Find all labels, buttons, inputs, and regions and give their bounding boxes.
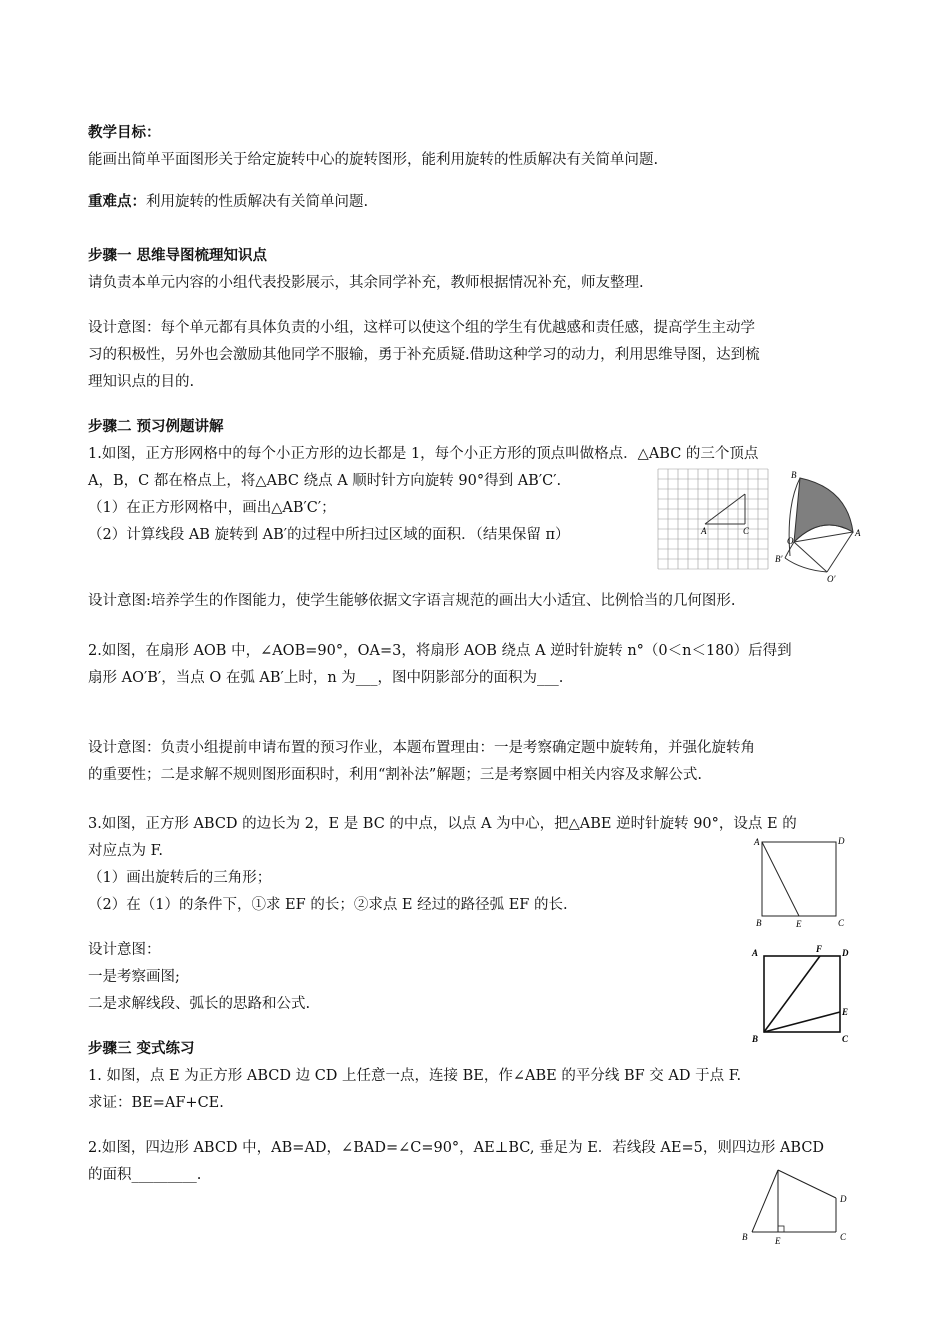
square-figure-1 [752, 834, 852, 930]
sq2-label-a: A [752, 948, 759, 958]
q1-line: 1.如图，正方形网格中的每个小正方形的边长都是 1，每个小正方形的顶点叫做格点．△ABC 的三个顶点 [88, 446, 759, 462]
step3-q2-line: 2.如图，四边形 ABCD 中，AB=AD，∠BAD=∠C=90°，AE⊥BC, 垂足为 E．若线段 AE=5，则四边形 ABCD [88, 1140, 825, 1156]
step1-text: 请负责本单元内容的小组代表投影展示，其余同学补充，教师根据情况补充，师友整理. [88, 275, 644, 291]
step2-heading: 步骤二 预习例题讲解 [88, 419, 224, 435]
q1-sub: （2）计算线段 AB 旋转到 AB′的过程中所扫过区域的面积．（结果保留 π） [88, 527, 570, 543]
sq2-label-c: C [842, 1034, 849, 1044]
step1-design-line: 设计意图：每个单元都有具体负责的小组，这样可以使这个组的学生有优越感和责任感，提高学生主动学 [88, 320, 755, 336]
step1-design [88, 315, 760, 396]
segment-be [764, 1012, 840, 1032]
q3-design-line: 一是考察画图; [88, 969, 180, 985]
q3-sub: （1）画出旋转后的三角形； [88, 870, 272, 886]
q3-line: 3.如图，正方形 ABCD 的边长为 2，E 是 BC 的中点，以点 A 为中心，把△ABE 逆时针旋转 90°，设点 E 的 [88, 816, 797, 832]
q3-design [88, 937, 310, 1018]
q3-sub: （2）在（1）的条件下，①求 EF 的长；②求点 E 经过的路径弧 EF 的长. [88, 897, 568, 913]
right-angle-mark [778, 1226, 784, 1232]
sq2-label-f: F [816, 944, 823, 954]
step1-design-line: 理知识点的目的. [88, 374, 195, 390]
q3-line: 对应点为 F. [88, 843, 164, 859]
sq2-label-d: D [842, 948, 849, 958]
quad-label-b: B [742, 1232, 748, 1242]
goal-section [88, 120, 658, 174]
step1-heading: 步骤一 思维导图梳理知识点 [88, 248, 268, 264]
key-points [88, 189, 368, 216]
sq1-label-a: A [754, 837, 760, 847]
key-points-text: 利用旋转的性质解决有关简单问题. [146, 194, 369, 210]
step3-q2-line: 的面积_________. [88, 1167, 202, 1183]
sq2-label-e: E [842, 1007, 849, 1017]
quad-label-e: E [775, 1236, 781, 1246]
q2-line: 2.如图，在扇形 AOB 中，∠AOB=90°，OA=3，将扇形 AOB 绕点 A 逆时针旋转 n°（0＜n＜180）后得到 [88, 643, 792, 659]
step3-section [88, 1036, 741, 1117]
q3-design-line: 设计意图： [88, 942, 161, 958]
sector-label-o-prime: O′ [827, 574, 836, 584]
step3-q1-line: 1. 如图，点 E 为正方形 ABCD 边 CD 上任意一点，连接 BE，作∠ABE 的平分线 BF 交 AD 于点 F. [88, 1068, 742, 1084]
sq1-label-e: E [796, 919, 802, 929]
grid-label-c: C [743, 526, 750, 536]
sector-label-b-prime: B′ [775, 554, 783, 564]
step3-q2 [88, 1135, 824, 1189]
segment-ae [762, 842, 799, 916]
step1-section [88, 243, 644, 297]
quad-label-d: D [840, 1194, 847, 1204]
sector-figure [772, 466, 868, 588]
quad-label-c: C [840, 1232, 847, 1242]
step3-heading: 步骤三 变式练习 [88, 1041, 195, 1057]
q1-sub: （1）在正方形网格中，画出△AB′C′； [88, 500, 336, 516]
q1-line: A，B，C 都在格点上，将△ABC 绕点 A 顺时针方向旋转 90°得到 AB′C′. [88, 473, 562, 489]
grid-figure [657, 468, 769, 570]
quad-figure [740, 1166, 856, 1248]
step1-design-line: 习的积极性，另外也会激励其他同学不服输，勇于补充质疑.借助这种学习的动力，利用思维导图，达到梳 [88, 347, 760, 363]
segment-bf [764, 956, 820, 1032]
goal-heading: 教学目标： [88, 125, 161, 141]
square-figure-2 [750, 942, 854, 1046]
q3-section [88, 811, 797, 919]
sq1-label-c: C [838, 918, 845, 928]
key-points-heading: 重难点： [88, 194, 146, 210]
q2-line: 扇形 AO′B′，当点 O 在弧 AB′上时，n 为___，图中阴影部分的面积为___. [88, 670, 564, 686]
sector-label-o: O [787, 536, 794, 546]
sector-label-b: B [791, 470, 797, 480]
sq2-label-b: B [752, 1034, 759, 1044]
step3-q1-line: 求证：BE=AF+CE. [88, 1095, 224, 1111]
sq1-label-d: D [838, 836, 845, 846]
q2-design-line: 设计意图：负责小组提前申请布置的预习作业，本题布置理由：一是考察确定题中旋转角，并强化旋转角 [88, 740, 755, 756]
sq1-label-b: B [756, 918, 762, 928]
sector-label-a: A [855, 528, 861, 538]
q2-design-line: 的重要性；二是求解不规则图形面积时，利用“割补法”解题；三是考察圆中相关内容及求解公式. [88, 767, 702, 783]
q3-design-line: 二是求解线段、弧长的思路和公式. [88, 996, 311, 1012]
grid-label-a: A [701, 526, 707, 536]
q2-section [88, 638, 792, 692]
shaded-region [794, 478, 853, 542]
q1-design: 设计意图:培养学生的作图能力，使学生能够依据文字语言规范的画出大小适宜、比例恰当的几何图形. [88, 593, 736, 609]
q2-design [88, 735, 755, 789]
goal-text: 能画出简单平面图形关于给定旋转中心的旋转图形，能利用旋转的性质解决有关简单问题. [88, 152, 659, 168]
